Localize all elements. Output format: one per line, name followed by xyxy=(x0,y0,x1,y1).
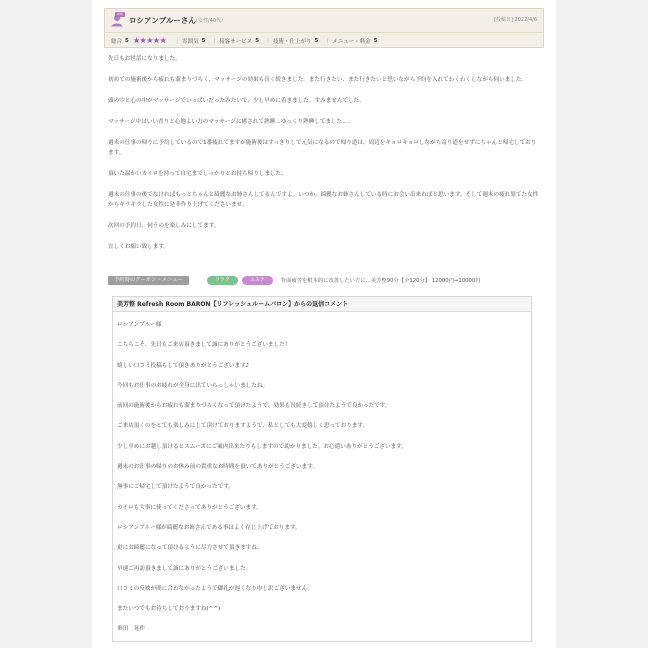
new-badge: 新規 xyxy=(116,12,123,16)
review-page xyxy=(92,0,556,648)
rating-value-technique: 5 xyxy=(314,37,319,44)
rating-value-menu: 5 xyxy=(373,37,378,44)
reply-paragraph: 前回の施術後からお疲れも溜まりづらくなって頂けたようで、効果も長続きして頂けたようで良かったです。 xyxy=(117,403,391,410)
reply-paragraph: カイロも大事に使ってくださってありがとうございます。 xyxy=(117,504,262,511)
coupon-label: 予約時のクーポン・メニュー xyxy=(108,276,189,285)
reply-body xyxy=(113,312,531,634)
reviewer-meta: （女性/40代） xyxy=(193,18,227,24)
reply-paragraph: こちらこそ、先日もご来店頂きまして誠にありがとうございました！ xyxy=(117,342,291,349)
review-paragraph: 頂いた温かいカイロを持って自宅までしっかりとお持ち帰りしました。 xyxy=(108,171,287,177)
tag-relax[interactable]: リラク xyxy=(207,276,238,285)
review-paragraph: 次回の予約日、伺うのを楽しみにしてます。 xyxy=(108,223,220,229)
review-paragraph: マッサージ中はいい香りと心地よい力のマッサージに癒されて熟睡…ゆっくり熟睡してました…。 xyxy=(108,119,354,125)
review-body xyxy=(108,54,540,263)
reply-paragraph: 早速ご再訪頂きまして誠にありがとうございました。 xyxy=(117,565,252,572)
reply-paragraph: 口コミの反映が間に合わなかったようで御礼が遅くなり申し訳ございません。 xyxy=(117,585,314,592)
rating-row: 総合 5 ★★★★★ | 雰囲気 5 | 接客サービス 5 | 技術・仕上がり 5 | メニュー・料金 5 xyxy=(105,32,543,48)
review-paragraph: 週末の仕事の後でなければもっとちゃんと綺麗なお姉さんしてるんですよ。いつか、綺麗なお姉さんしている時にお会い出来ればと思います。そして週末の疲れ果てた女性からキラキラした女性に是非作り上げてくださいませ。 xyxy=(108,192,539,208)
review-paragraph: 頭の中と心の中がマッサージでいっぱいだったみたいで、少し早めに着きました。すみませんでした。 xyxy=(108,98,365,104)
salon-reply xyxy=(112,296,532,642)
rating-label-atmosphere: 雰囲気 xyxy=(182,38,199,45)
tag-esthe[interactable]: エステ xyxy=(242,276,273,285)
rating-label-menu: メニュー・料金 xyxy=(332,38,371,45)
reply-paragraph: 更にお綺麗になって頂けるように尽力させて頂きますね。 xyxy=(117,545,263,552)
review-header xyxy=(104,8,544,48)
coupon-row xyxy=(108,274,540,286)
reply-paragraph: ロシアンブルー様が綺麗なお姉さんである事はよく存じ上げております。 xyxy=(117,524,301,531)
post-date: [投稿日] 2022/4/6 xyxy=(494,17,537,23)
rating-stars-icon: ★★★★★ xyxy=(132,36,167,45)
overall-label: 総合 xyxy=(111,38,123,45)
review-paragraph: 週末の仕事の帰りに予約しているので1番疲れてますが施術後はすっきりして元気になるので帰り道は、周辺をキョロキョロしながら寄り道をせずにちゃんと帰宅しております。 xyxy=(108,140,537,156)
rating-value-atmosphere: 5 xyxy=(201,37,206,44)
review-paragraph: 先日もお世話になりました。 xyxy=(108,56,181,62)
reply-title: 美芳整 Refresh Room BARON【リフレッシュルームバロン】からの返信コメント xyxy=(113,297,531,312)
reply-paragraph: 今回もお仕事のお疲れが全身に出ていらっしゃいましたね。 xyxy=(117,382,269,389)
rating-value-service: 5 xyxy=(255,37,260,44)
rating-label-technique: 技術・仕上がり xyxy=(272,38,312,45)
review-paragraph: 宜しくお願い致します。 xyxy=(108,244,170,250)
reply-paragraph: またいつでもお待ちしておりますね(^^) xyxy=(117,606,221,613)
reply-signature: 乗田 晃作 xyxy=(117,626,145,633)
reply-paragraph: 少し早めにお越し頂けるとスムーズにご案内出来たりもしますので助かりました。お心遣いありがとうございます。 xyxy=(117,443,407,450)
reply-paragraph: ご来店頂くのをとても楽しみにして頂けておりますようで、私としても大変嬉しく思っております。 xyxy=(117,423,369,430)
rating-label-service: 接客サービス xyxy=(219,38,253,45)
reply-paragraph: 無事にご帰宅して頂けたようで良かったです。 xyxy=(117,484,235,491)
reply-paragraph: 週末のお仕事の帰りのお休み前の貴重なお時間を頂いてありがとうございます。 xyxy=(117,464,318,471)
review-paragraph: 初めての施術後から疲れも溜まりづらく、マッサージの効果も長く続きました。また行きたい、また行きたいと思いながら予約を入れてわくわくしながら伺いました。 xyxy=(108,77,528,83)
reviewer-name: ロシアンブルーさん xyxy=(129,16,196,25)
reply-paragraph: ロシアンブルー様 xyxy=(117,322,162,328)
reply-paragraph: 嬉しい口コミ投稿もして頂きありがとうございます♪ xyxy=(117,362,250,369)
overall-score: 5 xyxy=(125,37,129,44)
coupon-link[interactable]: 背面疲労を根本的に改善したい方に…美芳整90分【全120分】 12000円→10000円 xyxy=(280,278,481,284)
